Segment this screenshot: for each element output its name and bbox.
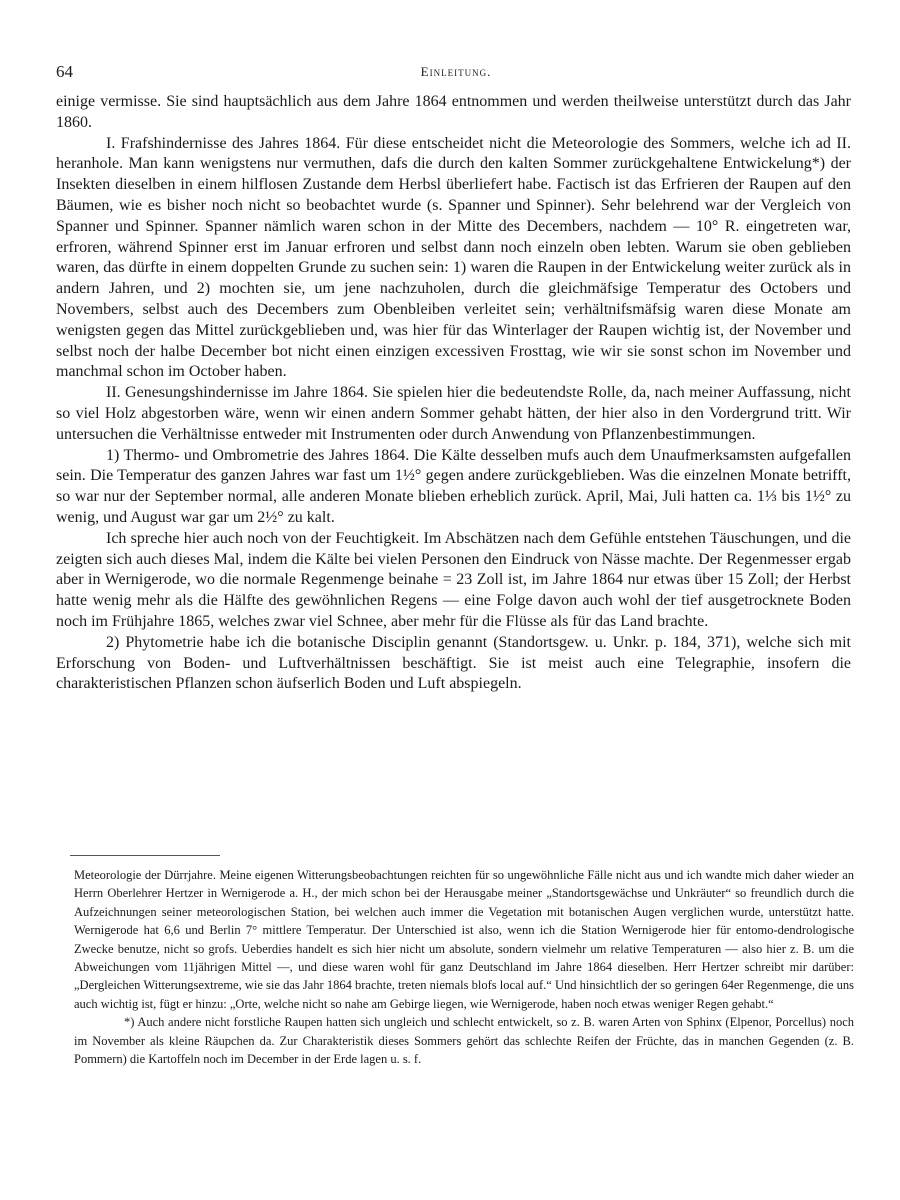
page-number: 64 bbox=[56, 62, 73, 81]
paragraph-thermometry: 1) Thermo- und Ombrometrie des Jahres 1864. Die Kälte desselben mufs auch dem Unaufmerksamsten aufgefallen sein. Die Temperatur des ganzen Jahres war fast um 1½° gegen andere zurückgeblieben. Was die einzelnen Monate betrifft, so war nur der September normal, alle anderen Monate blieben erheblich zurück. April, Mai, Juli hatten ca. 1⅓ bis 1½° zu wenig, und August war gar um 2½° zu kalt. bbox=[56, 446, 851, 526]
running-title: Einleitung. bbox=[420, 64, 492, 79]
paragraph-continuation: einige vermisse. Sie sind hauptsächlich aus dem Jahre 1864 entnommen und werden theilweise unterstützt durch das Jahr 1860. bbox=[56, 93, 851, 131]
footnotes bbox=[74, 866, 854, 1068]
paragraph-humidity: Ich spreche hier auch noch von der Feuchtigkeit. Im Abschätzen nach dem Gefühle entstehen Täuschungen, und die zeigten sich auch dieses Mal, indem die Kälte bei vielen Personen den Eindruck von Nässe machte. Der Regenmesser ergab aber in Wernigerode, wo die normale Regenmenge beinahe = 23 Zoll ist, im Jahre 1864 nur etwas über 15 Zoll; der Herbst hatte wenig mehr als die Hälfte des gewöhnlichen Regens — eine Folge davon auch wohl der tief ausgetrocknete Boden noch im Frühjahre 1865, welches zwar viel Schnee, aber mehr für die Flüsse als für das Land brachte. bbox=[56, 529, 851, 630]
footnote-meteorology: Meteorologie der Dürrjahre. Meine eigenen Witterungsbeobachtungen reichten für so ungewöhnliche Fälle nicht aus und ich wandte mich daher wieder an Herrn Oberlehrer Hertzer in Wernigerode a. H., der mich schon bei der Herausgabe meiner „Standortsgewächse und Unkräuter“ so freundlich durch die Aufzeichnungen seiner meteorologischen Station, bei welchen auch immer die Vegetation mit botanischen Augen verglichen wurde, unterstützt hatte. Wernigerode hat 6,6 und Berlin 7° mittlere Temperatur. Der Unterschied ist also, wenn ich die Station Wernigerode hier für entomo-dendrologische Zwecke benutze, nicht so grofs. Ueberdies handelt es sich hier nicht um absolute, sondern vielmehr um relative Temperaturen — also hier z. B. um die Abweichungen vom 11jährigen Mittel —, und diese waren wohl für ganz Deutschland im Jahre 1864 dieselben. Herr Hertzer schreibt mir darüber: „Dergleichen Witterungsextreme, wie sie das Jahr 1864 brachte, treten niemals blofs local auf.“ Und hinsichtlich der so geringen 64er Regenmenge, die uns auch wichtig ist, fügt er hinzu: „Orte, welche nicht so nahe am Gebirge liegen, wie Wernigerode, haben noch etwas weniger Regen gehabt.“ bbox=[74, 868, 854, 1011]
footnote-divider bbox=[70, 855, 220, 856]
paragraph-recovery-hindrances: II. Genesungshindernisse im Jahre 1864. Sie spielen hier die bedeutendste Rolle, da, nach meiner Auffassung, nicht so viel Holz abgestorben wäre, wenn wir einen andern Sommer gehabt hätten, der hier also in den Vordergrund tritt. Wir untersuchen die Verhältnisse entweder mit Instrumenten oder durch Anwendung von Pflanzenbestimmungen. bbox=[56, 384, 851, 443]
paragraph-phytometry: 2) Phytometrie habe ich die botanische Disciplin genannt (Standortsgew. u. Unkr. p. 184, 371), welche sich mit Erforschung von Boden- und Luftverhältnissen beschäftigt. Sie ist meist auch eine Telegraphie, insofern die charakteristischen Pflanzen schon äufserlich Boden und Luft abspiegeln. bbox=[56, 633, 851, 693]
main-text bbox=[56, 92, 851, 695]
footnote-asterisk: *) Auch andere nicht forstliche Raupen hatten sich ungleich und schlecht entwickelt, so z. B. waren Arten von Sphinx (Elpenor, Porcellus) noch im November als kleine Räupchen da. Zur Charakteristik dieses Sommers gehört das schlechte Reifen der Früchte, das in manchen Gegenden (z. B. Pommern) die Kartoffeln noch im December in der Erde lagen u. s. f. bbox=[74, 1015, 854, 1067]
page-header bbox=[56, 62, 856, 84]
paragraph-frost-hindrances: I. Frafshindernisse des Jahres 1864. Für diese entscheidet nicht die Meteorologie des Sommers, welche ich ad II. heranhole. Man kann wenigstens nur vermuthen, dafs die durch den kalten Sommer zurückgehaltene Entwickelung*) der Insekten dieselben in einem hilflosen Zustande dem Herbsl überliefert habe. Factisch ist das Erfrieren der Raupen auf den Bäumen, wie es bisher noch nicht so beobachtet wurde (s. Spanner und Spinner). Sehr belehrend war der Vergleich von Spanner und Spinner. Spanner nämlich waren schon in der Mitte des Decembers, nachdem — 10° R. eingetreten war, erfroren, während Spinner erst im Januar erfroren und selbst dann noch einzeln oben lebten. Warum sie oben geblieben waren, das dürfte in einem doppelten Grunde zu suchen sein: 1) waren die Raupen in der Entwickelung weiter zurück als in andern Jahren, und 2) mochten sie, um jene nachzuholen, durch die gleichmäfsige Temperatur des Octobers und Novembers, selbst auch des Decembers zum Obenbleiben verleitet sein; verhältnifsmäfsig waren diese Monate am wenigsten gegen das Mittel zurückgeblieben und, was hier für das Winterlager der Raupen wichtig ist, der November und selbst noch der halbe December bot nicht einen einzigen excessiven Frosttag, wie wir sie sonst schon im November und manchmal schon im October haben. bbox=[56, 134, 851, 381]
